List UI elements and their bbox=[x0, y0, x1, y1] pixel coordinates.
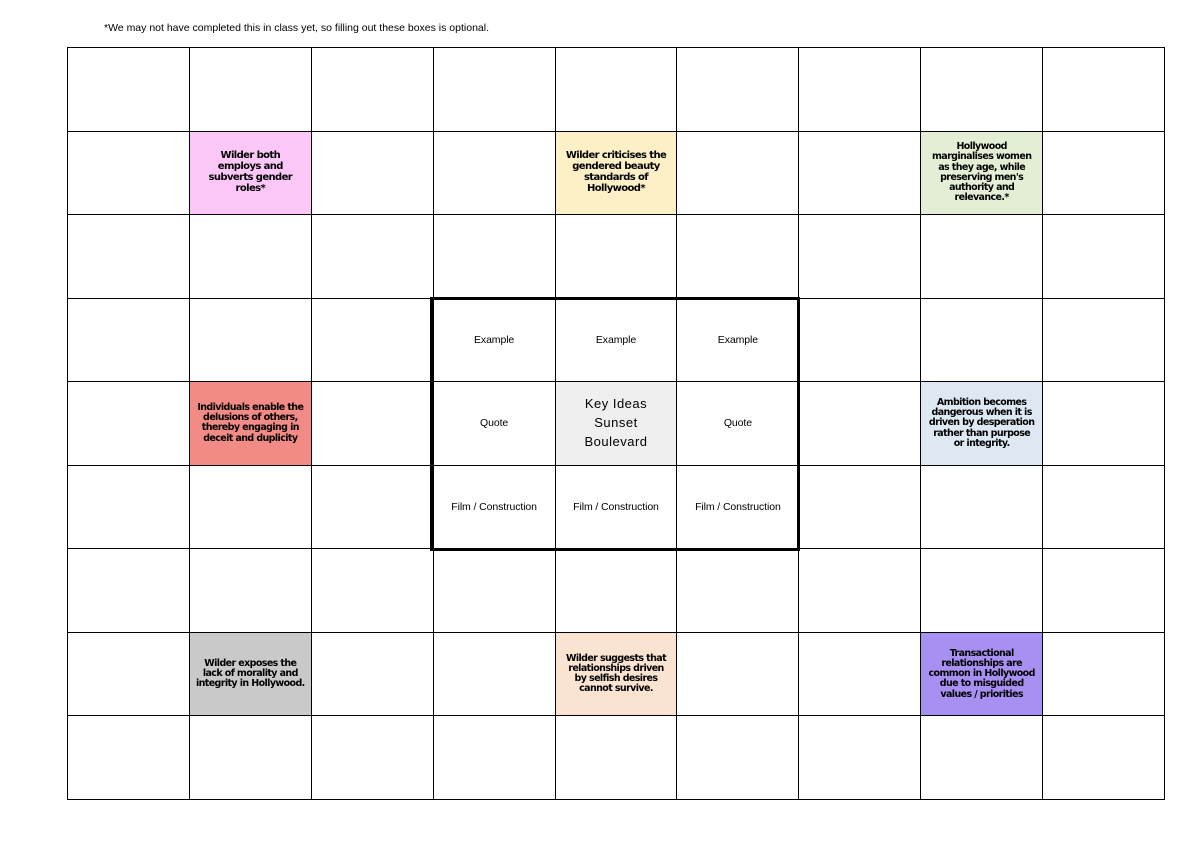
grid-cell[interactable] bbox=[68, 382, 190, 466]
grid-cell[interactable] bbox=[1043, 549, 1165, 633]
idea-cell-beauty-standards[interactable] bbox=[556, 132, 678, 216]
grid-cell[interactable] bbox=[921, 466, 1043, 550]
grid-cell[interactable] bbox=[190, 48, 312, 132]
film-construction-cell-3[interactable] bbox=[677, 466, 799, 550]
quote-label: Quote bbox=[723, 417, 752, 430]
grid-cell[interactable] bbox=[434, 215, 556, 299]
film-construction-label: Film / Construction bbox=[451, 501, 537, 514]
quote-cell-right[interactable] bbox=[677, 382, 799, 466]
grid-cell[interactable] bbox=[1043, 132, 1165, 216]
idea-cell-transactional[interactable] bbox=[921, 633, 1043, 717]
key-ideas-center-cell bbox=[556, 382, 678, 466]
grid-cell[interactable] bbox=[312, 633, 434, 717]
grid-cell[interactable] bbox=[434, 132, 556, 216]
grid-cell[interactable] bbox=[1043, 633, 1165, 717]
grid-cell[interactable] bbox=[434, 633, 556, 717]
grid-cell[interactable] bbox=[68, 299, 190, 383]
idea-gender-roles: Wilder both employs and subverts gender roles* bbox=[208, 150, 293, 194]
grid-cell[interactable] bbox=[68, 633, 190, 717]
grid-cell[interactable] bbox=[312, 48, 434, 132]
grid-cell[interactable] bbox=[312, 299, 434, 383]
example-label: Example bbox=[474, 333, 515, 346]
idea-ambition: Ambition becomes dangerous when it is driven by desperation rather than purpose or integrity. bbox=[928, 396, 1035, 449]
grid-cell[interactable] bbox=[190, 716, 312, 800]
grid-cell[interactable] bbox=[312, 132, 434, 216]
grid-cell[interactable] bbox=[312, 549, 434, 633]
grid-cell[interactable] bbox=[556, 215, 678, 299]
idea-cell-delusions[interactable] bbox=[190, 382, 312, 466]
grid-cell[interactable] bbox=[799, 633, 921, 717]
grid-cell[interactable] bbox=[190, 215, 312, 299]
grid-cell[interactable] bbox=[799, 132, 921, 216]
grid-cell[interactable] bbox=[921, 549, 1043, 633]
idea-transactional: Transactional relationships are common in Hollywood due to misguided values / priorities bbox=[928, 647, 1035, 700]
example-label: Example bbox=[717, 333, 758, 346]
idea-morality: Wilder exposes the lack of morality and integrity in Hollywood. bbox=[195, 657, 305, 690]
grid-cell[interactable] bbox=[434, 716, 556, 800]
grid-cell[interactable] bbox=[68, 215, 190, 299]
quote-cell-left[interactable] bbox=[434, 382, 556, 466]
grid-cell[interactable] bbox=[190, 466, 312, 550]
key-ideas-grid bbox=[67, 47, 1165, 800]
grid-cell[interactable] bbox=[799, 382, 921, 466]
grid-cell[interactable] bbox=[677, 549, 799, 633]
grid-cell[interactable] bbox=[677, 215, 799, 299]
example-label: Example bbox=[595, 333, 637, 346]
example-cell-2[interactable] bbox=[556, 299, 678, 383]
grid-cell[interactable] bbox=[677, 716, 799, 800]
grid-cell[interactable] bbox=[434, 549, 556, 633]
grid-cell[interactable] bbox=[556, 716, 678, 800]
example-cell-1[interactable] bbox=[434, 299, 556, 383]
grid-cell[interactable] bbox=[312, 382, 434, 466]
grid-cell[interactable] bbox=[312, 466, 434, 550]
film-construction-cell-1[interactable] bbox=[434, 466, 556, 550]
grid-cell[interactable] bbox=[312, 716, 434, 800]
film-construction-label: Film / Construction bbox=[573, 501, 659, 514]
idea-cell-morality[interactable] bbox=[190, 633, 312, 717]
grid-cell[interactable] bbox=[1043, 382, 1165, 466]
grid-cell[interactable] bbox=[799, 48, 921, 132]
grid-cell[interactable] bbox=[921, 215, 1043, 299]
grid-cell[interactable] bbox=[799, 716, 921, 800]
grid-cell[interactable] bbox=[1043, 466, 1165, 550]
grid-cell[interactable] bbox=[556, 549, 678, 633]
grid-cell[interactable] bbox=[799, 466, 921, 550]
film-title-line2: Boulevard bbox=[584, 433, 648, 449]
grid-cell[interactable] bbox=[677, 132, 799, 216]
example-cell-3[interactable] bbox=[677, 299, 799, 383]
grid-cell[interactable] bbox=[921, 48, 1043, 132]
grid-cell[interactable] bbox=[799, 549, 921, 633]
grid-cell[interactable] bbox=[1043, 215, 1165, 299]
grid-cell[interactable] bbox=[68, 466, 190, 550]
key-ideas-title bbox=[584, 395, 647, 452]
grid-cell[interactable] bbox=[68, 549, 190, 633]
idea-beauty-standards: Wilder criticises the gendered beauty standards of Hollywood* bbox=[565, 150, 667, 194]
idea-women-age: Hollywood marginalises women as they age, while preserving men's authority and relevance.* bbox=[931, 141, 1032, 204]
quote-label: Quote bbox=[480, 417, 509, 430]
idea-cell-gender-roles[interactable] bbox=[190, 132, 312, 216]
film-construction-cell-2[interactable] bbox=[556, 466, 678, 550]
grid-cell[interactable] bbox=[312, 215, 434, 299]
grid-cell[interactable] bbox=[556, 48, 678, 132]
grid-cell[interactable] bbox=[68, 132, 190, 216]
grid-cell[interactable] bbox=[1043, 48, 1165, 132]
grid-cell[interactable] bbox=[677, 48, 799, 132]
optional-note: *We may not have completed this in class yet, so filling out these boxes is optional. bbox=[104, 22, 490, 34]
idea-cell-women-age[interactable] bbox=[921, 132, 1043, 216]
grid-cell[interactable] bbox=[1043, 716, 1165, 800]
key-ideas-label: Key Ideas bbox=[584, 396, 648, 412]
grid-cell[interactable] bbox=[68, 716, 190, 800]
grid-cell[interactable] bbox=[677, 633, 799, 717]
idea-relationships: Wilder suggests that relationships driven by selfish desires cannot survive. bbox=[565, 652, 667, 695]
film-title-line1: Sunset bbox=[594, 415, 638, 431]
grid-cell[interactable] bbox=[190, 549, 312, 633]
film-construction-label: Film / Construction bbox=[695, 501, 781, 514]
grid-cell[interactable] bbox=[799, 299, 921, 383]
grid-cell[interactable] bbox=[1043, 299, 1165, 383]
grid-cell[interactable] bbox=[434, 48, 556, 132]
grid-cell[interactable] bbox=[68, 48, 190, 132]
grid-cell[interactable] bbox=[799, 215, 921, 299]
idea-delusions: Individuals enable the delusions of others, thereby engaging in deceit and duplicity bbox=[197, 401, 304, 444]
grid-cell[interactable] bbox=[921, 299, 1043, 383]
idea-cell-ambition[interactable] bbox=[921, 382, 1043, 466]
idea-cell-relationships[interactable] bbox=[556, 633, 678, 717]
grid-cell[interactable] bbox=[190, 299, 312, 383]
grid-cell[interactable] bbox=[921, 716, 1043, 800]
